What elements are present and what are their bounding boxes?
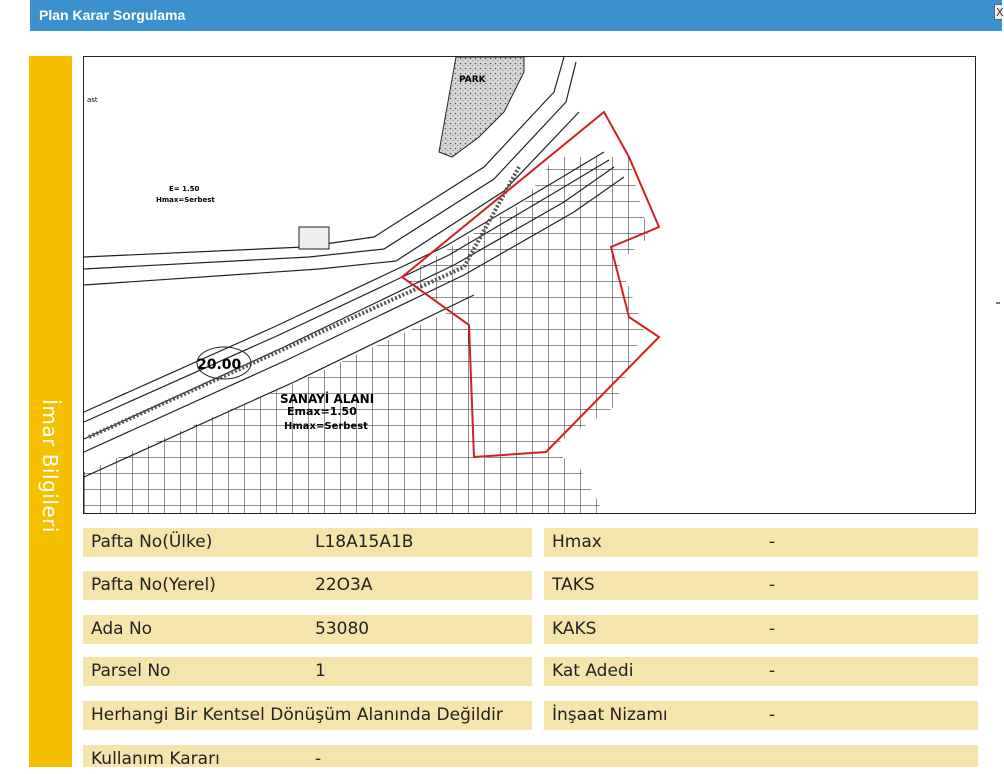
- zone-density-label: Emax=1.50: [287, 405, 357, 418]
- park-label: PARK: [459, 75, 486, 85]
- lower-grid: [474, 452, 604, 513]
- info-label: KAKS: [552, 619, 597, 639]
- info-label: Kullanım Kararı: [91, 749, 220, 769]
- zone-name-label: SANAYİ ALANI: [280, 392, 375, 406]
- map-canvas: [84, 57, 975, 513]
- info-value: -: [769, 619, 776, 639]
- info-value: 53080: [315, 619, 370, 639]
- small-structure: [299, 227, 329, 249]
- info-row: [544, 615, 978, 644]
- info-row: [83, 701, 532, 730]
- info-row: [544, 701, 978, 730]
- info-row: [544, 528, 978, 557]
- info-label: Parsel No: [91, 661, 171, 681]
- info-row: [83, 571, 532, 600]
- info-value: -: [769, 705, 776, 725]
- info-label: Pafta No(Ülke): [91, 532, 213, 552]
- small-height-label: Hmax=Serbest: [156, 196, 215, 204]
- park-area: [439, 57, 524, 157]
- info-row: [83, 615, 532, 644]
- info-row: [544, 657, 978, 686]
- info-value: 1: [315, 661, 326, 681]
- urban-transformation-status: Herhangi Bir Kentsel Dönüşüm Alanında Değildir: [91, 705, 503, 725]
- scroll-handle[interactable]: [996, 302, 1000, 304]
- window-titlebar: [30, 0, 1002, 31]
- close-button[interactable]: [994, 4, 1002, 20]
- zone-height-label: Hmax=Serbest: [284, 421, 368, 432]
- road-width-label: 20.00: [197, 357, 242, 373]
- info-value: -: [315, 749, 322, 769]
- zoning-map: [83, 56, 976, 514]
- info-label: Hmax: [552, 532, 602, 552]
- small-density-label: E= 1.50: [169, 185, 200, 193]
- info-row-full: [83, 745, 978, 767]
- info-value: -: [769, 575, 776, 595]
- info-row: [544, 571, 978, 600]
- info-label: Ada No: [91, 619, 153, 639]
- info-value: -: [769, 532, 776, 552]
- info-label: Pafta No(Yerel): [91, 575, 216, 595]
- info-row: [83, 657, 532, 686]
- info-value: -: [769, 661, 776, 681]
- sidebar-tab: [29, 56, 72, 767]
- close-icon: X: [996, 6, 1004, 19]
- info-row: [83, 528, 532, 557]
- window-title: Plan Karar Sorgulama: [39, 7, 186, 23]
- info-label: Kat Adedi: [552, 661, 634, 681]
- info-label: İnşaat Nizamı: [552, 705, 668, 725]
- info-label: TAKS: [552, 575, 595, 595]
- map-fragment-label: ast: [87, 96, 98, 104]
- info-value: L18A15A1B: [315, 532, 414, 552]
- sidebar-label: İmar Bilgileri: [38, 399, 62, 533]
- info-value: 22O3A: [315, 575, 373, 595]
